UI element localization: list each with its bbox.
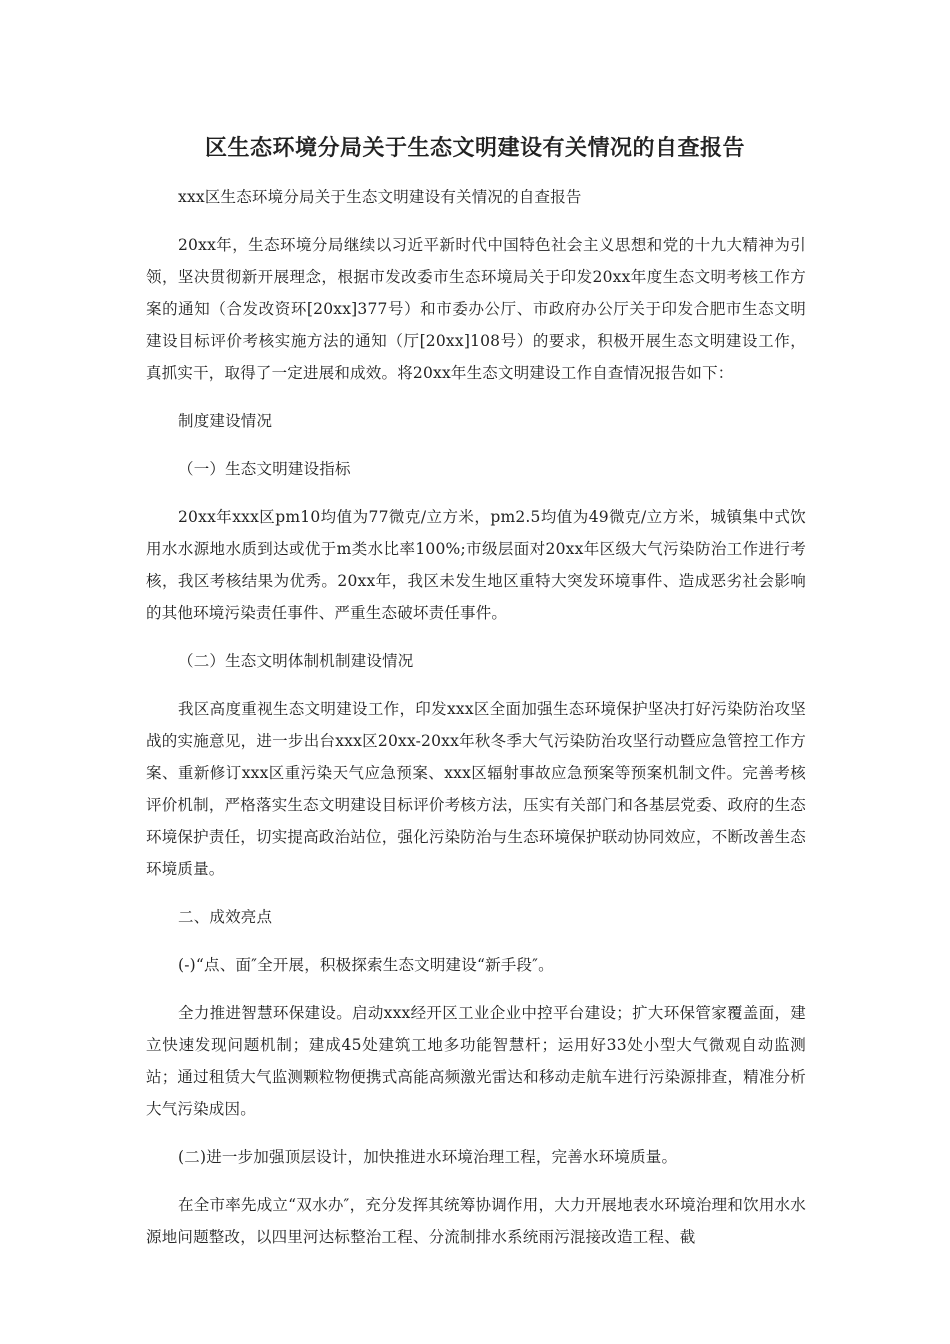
section-heading: 制度建设情况 <box>178 412 273 430</box>
subsection-heading: （二）生态文明体制机制建设情况 <box>178 652 414 670</box>
body-paragraph: 20xx年，生态环境分局继续以习近平新时代中国特色社会主义思想和党的十九大精神为引领，坚决贯彻新开展理念，根据市发改委市生态环境局关于印发20xx年度生态文明考核工作方案的通知（合发改资环[20xx]377号）和市委办公厅、市政府办公厅关于印发合肥市生态文明建设目标评价考核实施方法的通知（厅[20xx]108号）的要求，积极开展生态文明建设工作，真抓实干，取得了一定进展和成效。将20xx年生态文明建设工作自查情况报告如下： <box>146 236 806 382</box>
document-title: 区生态环境分局关于生态文明建设有关情况的自查报告 <box>204 136 745 161</box>
subsection-heading: (二)进一步加强顶层设计，加快推进水环境治理工程，完善水环境质量。 <box>178 1148 678 1166</box>
document-body <box>146 181 806 1269</box>
section-heading: 二、成效亮点 <box>178 908 273 926</box>
body-paragraph: 在全市率先成立“双水办″，充分发挥其统筹协调作用，大力开展地表水环境治理和饮用水水源地问题整改，以四里河达标整治工程、分流制排水系统雨污混接改造工程、截 <box>146 1196 806 1246</box>
body-paragraph: 全力推进智慧环保建设。启动xxx经开区工业企业中控平台建设；扩大环保管家覆盖面，建立快速发现问题机制；建成45处建筑工地多功能智慧杆；运用好33处小型大气微观自动监测站；通过租赁大气监测颗粒物便携式高能高频激光雷达和移动走航车进行污染源排查，精准分析大气污染成因。 <box>146 1004 806 1118</box>
subsection-heading: （一）生态文明建设指标 <box>178 460 351 478</box>
body-paragraph: 20xx年xxx区pm10均值为77微克/立方米，pm2.5均值为49微克/立方米，城镇集中式饮用水水源地水质到达或优于m类水比率100%;市级层面对20xx年区级大气污染防治工作进行考核，我区考核结果为优秀。20xx年，我区未发生地区重特大突发环境事件、造成恶劣社会影响的其他环境污染责任事件、严重生态破坏责任事件。 <box>146 508 806 622</box>
body-paragraph: xxx区生态环境分局关于生态文明建设有关情况的自查报告 <box>178 188 582 206</box>
subsection-heading: (-)“点、面″全开展，积极探索生态文明建设“新手段″。 <box>178 956 554 974</box>
body-paragraph: 我区高度重视生态文明建设工作，印发xxx区全面加强生态环境保护坚决打好污染防治攻坚战的实施意见，进一步出台xxx区20xx-20xx年秋冬季大气污染防治攻坚行动暨应急管控工作方案、重新修订xxx区重污染天气应急预案、xxx区辐射事故应急预案等预案机制文件。完善考核评价机制，严格落实生态文明建设目标评价考核方法，压实有关部门和各基层党委、政府的生态环境保护责任，切实提高政治站位，强化污染防治与生态环境保护联动协同效应，不断改善生态环境质量。 <box>146 700 806 878</box>
